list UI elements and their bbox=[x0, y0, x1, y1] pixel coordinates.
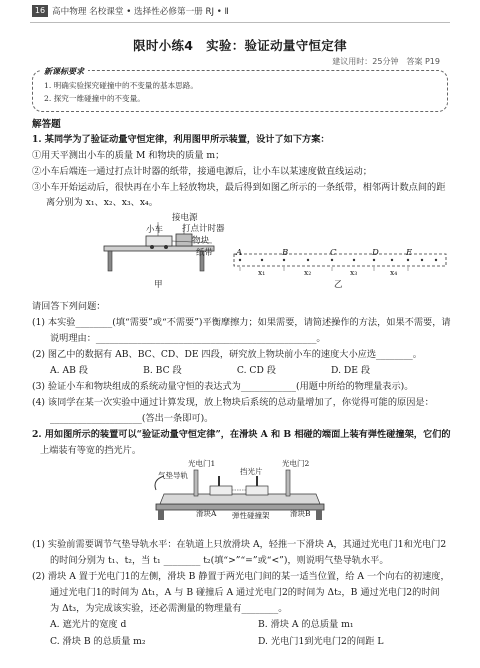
q2-intro: 2. 用如图所示的装置可以“验证动量守恒定律”，在滑块 A 和 B 相碰的端面上装有弹性碰撞架，它们的 bbox=[32, 429, 451, 440]
objective-item: 1. 明确实验探究碰撞中的不变量的基本思路。 bbox=[44, 81, 198, 90]
time-reference: 建议用时：25分钟 答案 P19 bbox=[332, 57, 440, 66]
page-title: 限时小练4 实验：验证动量守恒定律 bbox=[133, 38, 347, 53]
q1-step: ②小车后端连一通过打点计时器的纸带，接通电源后，让小车以某速度做直线运动； bbox=[32, 166, 372, 177]
q2-option-c: C. 滑块 B 的总质量 m₂ bbox=[50, 636, 146, 647]
tape-point-e: E bbox=[406, 248, 413, 258]
q1-prompt: 请回答下列问题： bbox=[32, 301, 106, 312]
tape-point-b: B bbox=[282, 248, 289, 258]
q2-sub: 的时间分别为 t₁、t₂，当 t₁ ________ t₂(填“>”“=”或“<”)，则说明气垫导轨水平。 bbox=[50, 555, 389, 566]
q1-sub: (3) 验证小车和物块组成的系统动量守恒的表达式为____________(用题中所给的物理量表示)。 bbox=[32, 381, 414, 392]
fig-b-caption: 乙 bbox=[334, 280, 343, 290]
q1-sub: (2) 图乙中的数据有 AB、BC、CD、DE 四段，研究放上物块前小车的速度大小应选________。 bbox=[32, 349, 422, 360]
page-number: 16 bbox=[32, 5, 48, 17]
tape-segment-x3: x₃ bbox=[350, 268, 358, 277]
section-title: 解答题 bbox=[32, 119, 61, 130]
q1-sub: (4) 该同学在某一次实验中通过计算发现，放上物块后系统的总动量增加了，你觉得可能的原因是： bbox=[32, 397, 434, 408]
fig-a-caption: 甲 bbox=[154, 280, 163, 290]
label-slider-b: 滑块B bbox=[290, 509, 311, 518]
objectives-heading: 新课标要求 bbox=[40, 66, 88, 77]
running-header: 高中物理 名校课堂 • 选择性必修第一册 RJ • Ⅱ bbox=[52, 7, 229, 17]
q2-sub: 为 Δt₃，为完成该实验，还必需测量的物理量有________。 bbox=[50, 603, 288, 614]
objectives-box bbox=[32, 70, 448, 112]
label-gate1: 光电门1 bbox=[188, 459, 216, 468]
q1-intro: 1. 某同学为了验证动量守恒定律，利用图甲所示装置，设计了如下方案： bbox=[32, 134, 330, 145]
label-timer: 打点计时器 bbox=[182, 224, 225, 234]
label-bumper: 弹性碰撞架 bbox=[232, 511, 270, 520]
q2-sub: (1) 实验前需要调节气垫导轨水平：在轨道上只放滑块 A，轻推一下滑块 A，其通过光电门1和光电门2 bbox=[32, 539, 447, 550]
q2-option-d: D. 光电门1到光电门2的间距 L bbox=[258, 636, 384, 647]
q1-sub: (1) 本实验________(填“需要”或“不需要”)平衡摩擦力；如果需要，请简述操作的方法，如果不需要，请 bbox=[32, 317, 451, 328]
label-shade: 挡光片 bbox=[240, 467, 263, 476]
q2-option-b: B. 滑块 A 的总质量 m₁ bbox=[258, 619, 354, 630]
q1-sub: 说明理由：________________________________________________。 bbox=[50, 333, 326, 344]
tape-segment-x2: x₂ bbox=[304, 268, 312, 277]
tape-point-c: C bbox=[330, 248, 337, 258]
label-cart: 小车 bbox=[146, 225, 164, 235]
label-slider-a: 滑块A bbox=[196, 509, 217, 518]
q1-step: 离分别为 x₁、x₂、x₃、x₄。 bbox=[46, 197, 158, 208]
label-tape: 纸带 bbox=[196, 248, 214, 258]
label-pump: 气垫导轨 bbox=[158, 471, 188, 480]
q1-step: ①用天平测出小车的质量 M 和物块的质量 m； bbox=[32, 150, 225, 161]
q2-option-a: A. 遮光片的宽度 d bbox=[50, 619, 127, 630]
tape-segment-x4: x₄ bbox=[390, 268, 398, 277]
tape-point-d: D bbox=[372, 248, 379, 258]
q1-sub: ____________________(答出一条即可)。 bbox=[50, 413, 214, 424]
q2-sub: (2) 滑块 A 置于光电门1的左侧，滑块 B 静置于两光电门间的某一适当位置，给 A 一个向右的初速度， bbox=[32, 571, 450, 582]
header-rule bbox=[30, 22, 450, 23]
q2-sub: 通过光电门1的时间为 Δt₁，A 与 B 碰撞后 A 通过光电门2的时间为 Δt₂，B 通过光电门2的时间 bbox=[50, 587, 440, 598]
q2-intro: 上端装有等宽的挡光片。 bbox=[40, 445, 142, 456]
objective-item: 2. 探究一维碰撞中的不变量。 bbox=[44, 94, 145, 103]
q1-step: ③小车开始运动后，很快再在小车上轻放物块，最后得到如图乙所示的一条纸带，相邻两计数点间的距 bbox=[32, 182, 446, 193]
tape-segment-x1: x₁ bbox=[258, 268, 266, 277]
label-power: 接电源 bbox=[172, 213, 198, 223]
label-gate2: 光电门2 bbox=[282, 459, 310, 468]
q1-options: A. AB 段 B. BC 段 C. CD 段 D. DE 段 bbox=[50, 365, 371, 376]
tape-point-a: A bbox=[236, 248, 243, 258]
label-block: 物块 bbox=[192, 236, 210, 246]
